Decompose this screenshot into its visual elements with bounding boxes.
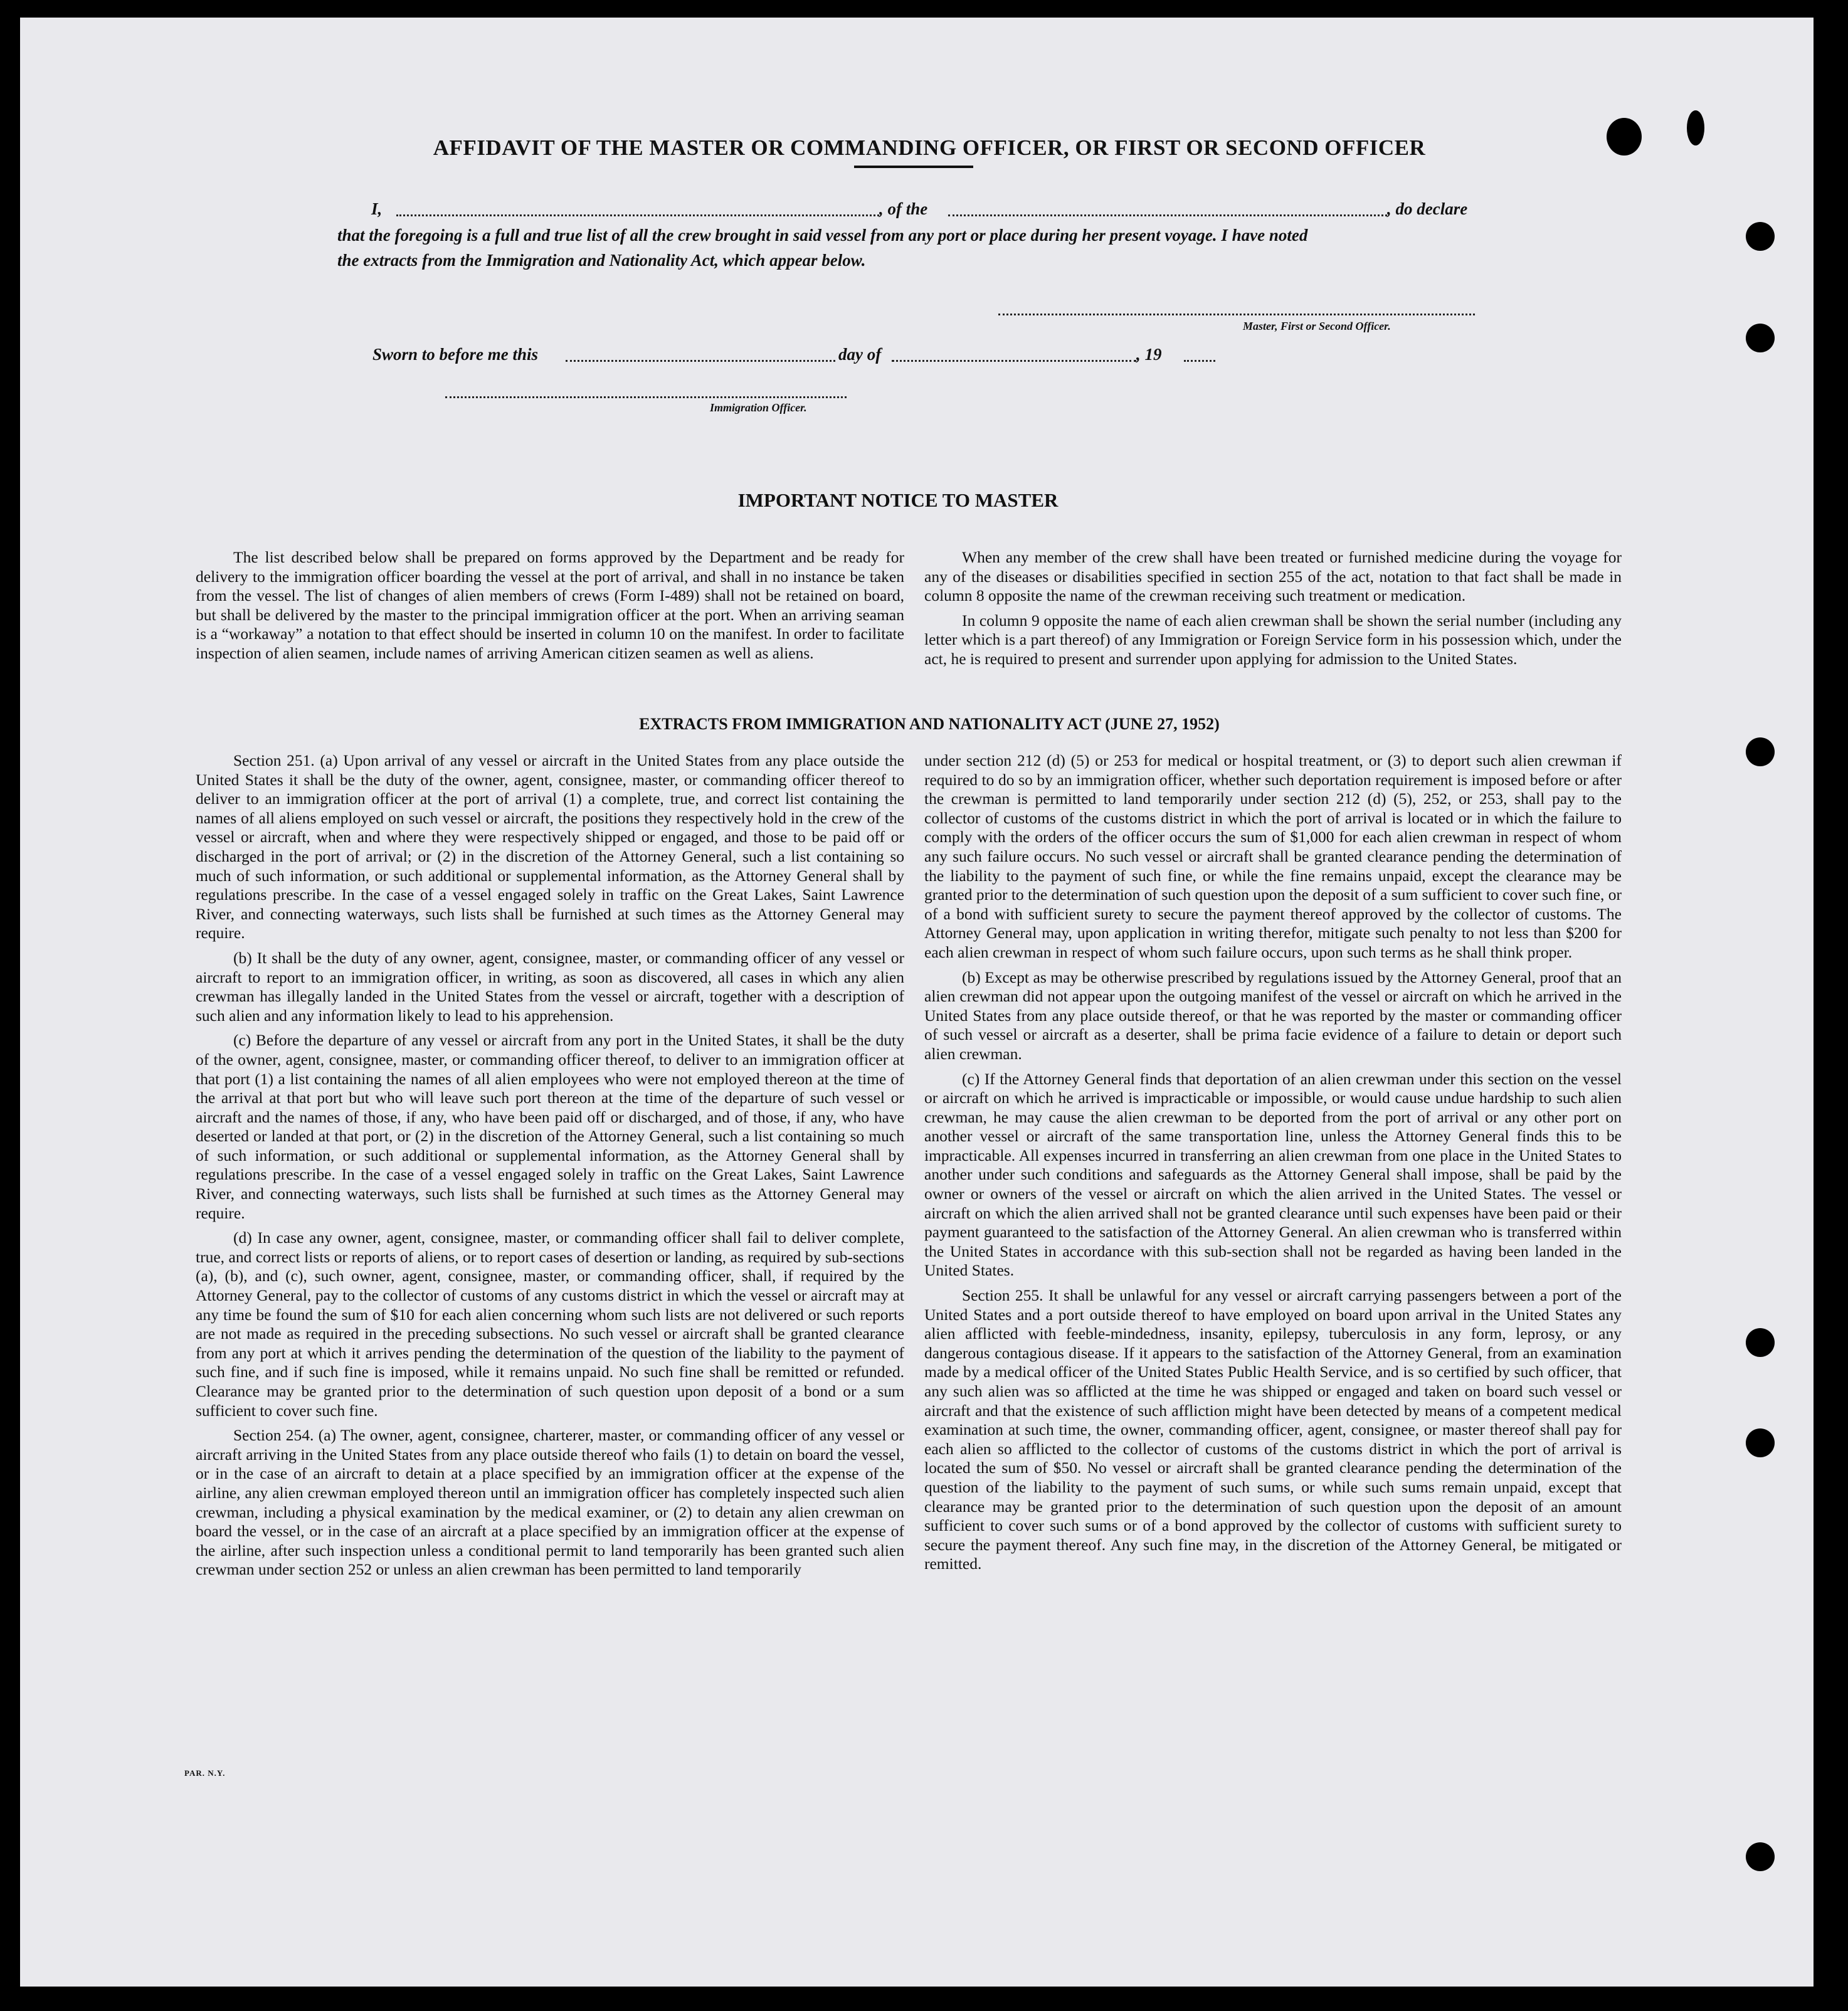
sworn-day-line[interactable] bbox=[566, 360, 835, 362]
section-251-b: (b) It shall be the duty of any owner, agent, consignee, master, or commanding officer of any vessel or aircraft to report to an immigration officer, in writing, as soon as discovered, all cases in which any alien crewman has illegally landed in the United States from the vessel or aircraft, together with a description of such alien and any information likely to lead to his apprehension. bbox=[196, 948, 904, 1025]
affidavit-of-the-label: , of the bbox=[879, 199, 928, 218]
sworn-label: Sworn to before me this bbox=[372, 345, 539, 364]
affidavit-text-line1: that the foregoing is a full and true list of all the crew brought in said vessel from any port or place during her present voyage. I have noted bbox=[337, 226, 1308, 245]
section-254-a: Section 254. (a) The owner, agent, consignee, charterer, master, or commanding officer of any vessel or aircraft arriving in the United States from any place outside thereof who fails (1) to detain on board the vessel, or in the case of an aircraft to detain at a place specified by an immigration officer at the expense of the airline, any alien crewman employed thereon until an immigration officer has completely inspected such alien crewman, including a physical examination by the medical examiner, or (2) to detain any alien crewman on board the vessel, or in the case of an aircraft at a place specified by an immigration officer at the expense of the airline, after such inspection unless a conditional permit to land temporarily has been granted such alien crewman under section 252 or unless an alien crewman has been permitted to land temporarily bbox=[196, 1426, 904, 1579]
name-line[interactable] bbox=[396, 214, 879, 216]
vessel-line[interactable] bbox=[948, 214, 1387, 216]
binder-hole bbox=[1746, 324, 1775, 352]
extracts-left-column bbox=[196, 751, 904, 1585]
section-251-a: Section 251. (a) Upon arrival of any vessel or aircraft in the United States from any place outside the United States it shall be the duty of the owner, agent, consignee, master, or commanding officer thereof to deliver to an immigration officer at the port of arrival (1) a complete, true, and correct list containing the names of all aliens employed on such vessel or aircraft, the positions they respectively hold in the crew of the vessel or aircraft, when and where they were respectively shipped or engaged, and those to be paid off or discharged in the port of arrival; or (2) in the discretion of the Attorney General, such a list containing so much of such information, or such additional or supplemental information, as the Attorney General shall by regulations prescribe. In the case of a vessel engaged solely in traffic on the Great Lakes, Saint Lawrence River, and connecting waterways, such lists shall be furnished at such times as the Attorney General may require. bbox=[196, 751, 904, 942]
master-signature-line[interactable] bbox=[998, 314, 1475, 315]
section-251-d: (d) In case any owner, agent, consignee, master, or commanding officer shall fail to deliver complete, true, and correct lists or reports of aliens, or to report cases of desertion or landing, as required by sub-sections (a), (b), and (c), such owner, agent, consignee, master, or commanding officer, shall, if required by the Attorney General, pay to the collector of customs of any customs district in which the vessel or aircraft may at any time be found the sum of $10 for each alien concerning whom such lists are not delivered or such reports are not made as required in the preceding subsections. No such vessel or aircraft shall be granted clearance from any port at which it arrives pending the determination of the question of the liability to the payment of such fine, and if such fine is imposed, while it remains unpaid. No such fine shall be remitted or refunded. Clearance may be granted prior to the determination of such question upon deposit of a bond or a sum sufficient to cover such fine. bbox=[196, 1228, 904, 1420]
ink-blot bbox=[1607, 118, 1642, 156]
binder-hole bbox=[1746, 1428, 1775, 1457]
extracts-title: EXTRACTS FROM IMMIGRATION AND NATIONALITY ACT (JUNE 27, 1952) bbox=[639, 715, 1220, 733]
binder-hole bbox=[1746, 222, 1775, 251]
affidavit-title: AFFIDAVIT OF THE MASTER OR COMMANDING OFFICER, OR FIRST OR SECOND OFFICER bbox=[433, 135, 1426, 160]
sworn-year-line[interactable] bbox=[1184, 360, 1215, 362]
notice-title: IMPORTANT NOTICE TO MASTER bbox=[737, 489, 1059, 511]
sworn-month-line[interactable] bbox=[892, 360, 1136, 362]
title-underline bbox=[854, 166, 973, 168]
section-254-a-continued: under section 212 (d) (5) or 253 for medical or hospital treatment, or (3) to deport such alien crewman if required to do so by an immigration officer, whether such deportation requirement is imposed before or after the crewman is permitted to land temporarily under section 212 (d) (5), 252, or 253, shall pay to the collector of customs of the customs district in which the port of arrival is located or in which the failure to comply with the orders of the officer occurs the sum of $1,000 for each alien crewman in respect of whom any such failure occurs. No such vessel or aircraft shall be granted clearance pending the determination of the liability to the payment of such fine, or while the fine remains unpaid, except the clearance may be granted prior to the determination of such question upon the deposit of a sum sufficient to cover such fine, or of a bond with sufficient surety to secure the payment thereof approved by the collector of customs. The Attorney General may, upon application in writing therefor, mitigate such penalty to not less than $200 for each alien crewman in respect of whom such failure occurs, upon such terms as he shall think proper. bbox=[924, 751, 1622, 961]
affidavit-text-line2: the extracts from the Immigration and Nationality Act, which appear below. bbox=[337, 251, 866, 270]
section-255: Section 255. It shall be unlawful for any vessel or aircraft carrying passengers between a port of the United States and a port outside thereof to have employed on board upon arrival in the United States any alien afflicted with feeble-mindedness, insanity, epilepsy, tuberculosis in any form, leprosy, or any dangerous contagious disease. If it appears to the satisfaction of the Attorney General, from an examination made by a medical officer of the United States Public Health Service, and is so certified by such officer, that any such alien was so afflicted at the time he was shipped or engaged and taken on board such vessel or aircraft and that the existence of such affliction might have been detected by means of a competent medical examination at such time, the owner, commanding officer, agent, consignee, or master thereof shall pay for each alien so afflicted to the collector of customs of the customs district in which the port of arrival is located the sum of $50. No vessel or aircraft shall be granted clearance pending the determination of the question of the liability to the payment of such sums, or while such sums remain unpaid, except that clearance may be granted prior to the determination of such question upon the deposit of an amount sufficient to cover such sums or of a bond approved by the collector of customs with sufficient surety to secure the payment thereof. Any such fine may, in the discretion of the Attorney General, be mitigated or remitted. bbox=[924, 1286, 1622, 1573]
binder-hole bbox=[1746, 1328, 1775, 1357]
section-254-b: (b) Except as may be otherwise prescribed by regulations issued by the Attorney General, proof that an alien crewman did not appear upon the outgoing manifest of the vessel or aircraft on which he arrived in the United States from any place outside thereof, or that he was reported by the master or commanding officer of such vessel or aircraft as a deserter, shall be prima facie evidence of a failure to detain or deport such alien crewman. bbox=[924, 968, 1622, 1063]
notice-left-column bbox=[196, 548, 904, 669]
section-251-c: (c) Before the departure of any vessel or aircraft from any port in the United States, it shall be the duty of the owner, agent, consignee, master, or commanding officer thereof, to deliver to an immigration officer at that port (1) a list containing the names of all alien employees who were not employed thereon at the time of the arrival at that port but who will leave such port thereon at the time of the departure of such vessel or aircraft and the names of those, if any, who have been paid off or discharged, and of those, if any, who have deserted or landed at that port, or (2) in the discretion of the Attorney General, such a list containing so much of such information, or such additional or supplemental information, as the Attorney General shall by regulations prescribe. In the case of a vessel engaged solely in traffic on the Great Lakes, Saint Lawrence River, and connecting waterways, such lists shall be furnished at such times as the Attorney General may require. bbox=[196, 1031, 904, 1222]
day-of-label: day of bbox=[838, 345, 882, 364]
document-page bbox=[20, 18, 1814, 1987]
year-label: , 19 bbox=[1136, 345, 1162, 364]
notice-right-paragraph: When any member of the crew shall have been treated or furnished medicine during the voyage for any of the diseases or disabilities specified in section 255 of the act, notation to that fact shall be made in column 8 opposite the name of the crewman receiving such treatment or medication. bbox=[924, 548, 1622, 605]
notice-right-column bbox=[924, 548, 1622, 675]
officer-signature-line[interactable] bbox=[445, 396, 847, 398]
ink-blot bbox=[1687, 110, 1704, 145]
officer-signature-caption: Immigration Officer. bbox=[710, 401, 807, 414]
notice-left-paragraph: The list described below shall be prepared on forms approved by the Department and be ready for delivery to the immigration officer boarding the vessel at the port of arrival, and shall in no instance be taken from the vessel. The list of changes of alien members of crews (Form I-489) shall not be retained on board, but shall be delivered by the master to the principal immigration officer at the port. When an arriving seaman is a “workaway” a notation to that effect should be inserted in column 10 on the manifest. In order to facilitate inspection of alien seamen, include names of arriving American citizen seamen as well as aliens. bbox=[196, 548, 904, 662]
section-254-c: (c) If the Attorney General finds that deportation of an alien crewman under this section on the vessel or aircraft on which he arrived is impracticable or impossible, or would cause undue hardship to such alien crewman, he may cause the alien crewman to be deported from the port of arrival or any other port on another vessel or aircraft of the same transportation line, unless the Attorney General finds this to be impracticable. All expenses incurred in transferring an alien crewman from one place in the United States to another under such conditions and safeguards as the Attorney General shall impose, shall be paid by the owner or owners of the vessel or aircraft on which the alien arrived in the United States. The vessel or aircraft on which the alien arrived shall not be granted clearance until such expenses have been paid or their payment guaranteed to the satisfaction of the Attorney General. An alien crewman who is transferred within the United States in accordance with this sub-section shall not be regarded as having been landed in the United States. bbox=[924, 1069, 1622, 1280]
master-signature-caption: Master, First or Second Officer. bbox=[1243, 320, 1391, 332]
affidavit-i-label: I, bbox=[371, 199, 383, 218]
extracts-right-column bbox=[924, 751, 1622, 1580]
binder-hole bbox=[1746, 1842, 1775, 1871]
affidavit-declare-label: , do declare bbox=[1387, 199, 1468, 218]
form-printer-code: PAR. N.Y. bbox=[184, 1768, 226, 1778]
binder-hole bbox=[1746, 737, 1775, 766]
notice-right-paragraph: In column 9 opposite the name of each alien crewman shall be shown the serial number (including any letter which is a part thereof) of any Immigration or Foreign Service form in his possession which, under the act, he is required to present and surrender upon applying for admission to the United States. bbox=[924, 611, 1622, 668]
